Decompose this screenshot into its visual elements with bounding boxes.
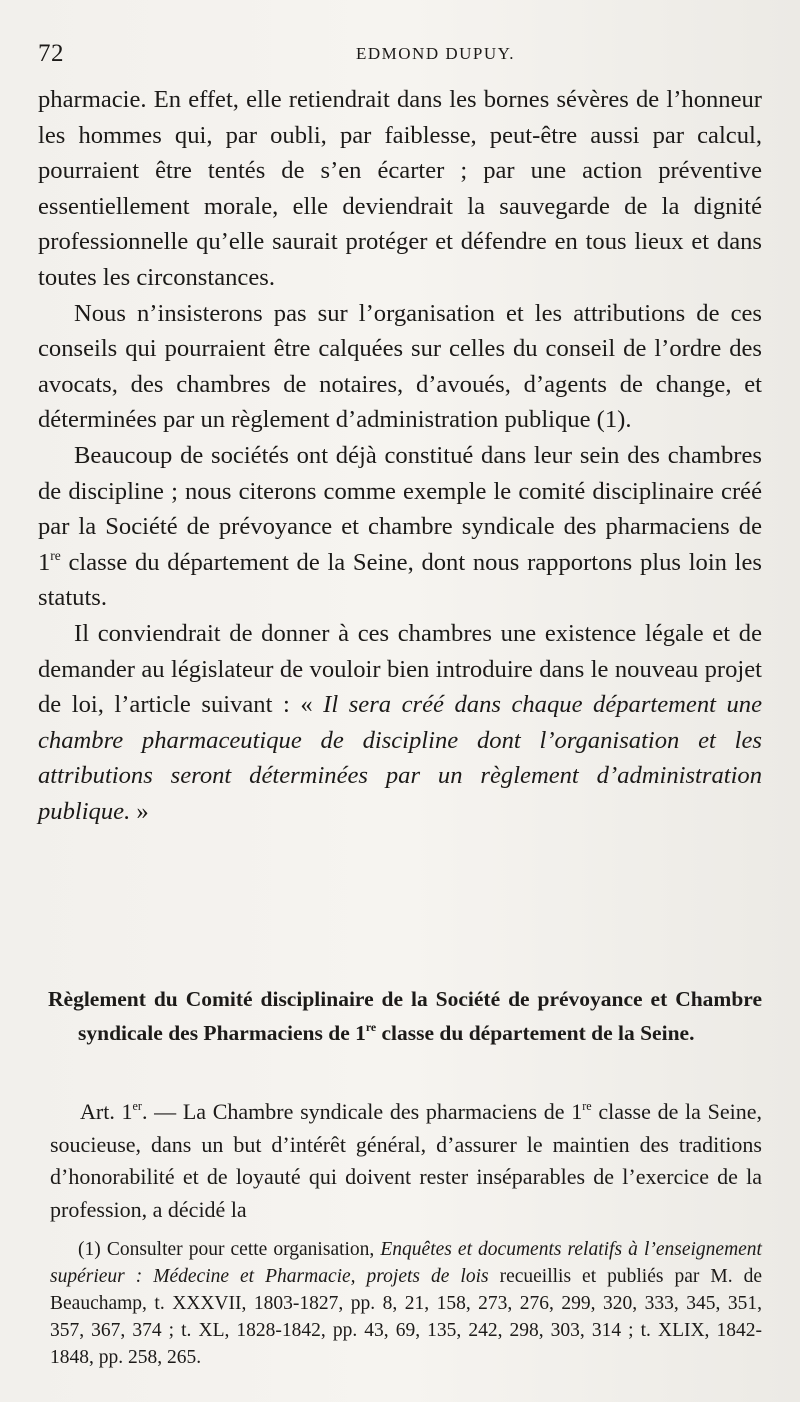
page-number: 72 (38, 40, 64, 67)
footnote (50, 1236, 762, 1371)
article-label-superscript: er (132, 1098, 142, 1113)
paragraph-4-text-b: » (130, 797, 149, 825)
paragraph-3-text-a: Beaucoup de sociétés ont déjà constitué dans leur sein des chambres de discipline ; nous citerons comme exemple le comité disciplinaire créé par la Société de prévoyance et chambre syndicale des pharmaciens de 1 (38, 441, 762, 576)
article-1 (50, 1096, 762, 1226)
page-header (38, 40, 762, 70)
footnote-text (50, 1236, 762, 1371)
article-text-a: . — La Chambre syndicale des pharmaciens de 1 (141, 1099, 583, 1124)
footnote-text-b: recueillis et publiés par M. de Beauchamp, t. XXXVII, 1803-1827, pp. 8, 21, 158, 273, 276, 299, 320, 333, 345, 351, 357, 367, 374 ; t. XL, 1828-1842, pp. 43, 69, 135, 242, 298, 303, 314 ; t. XLIX, 1842-1848, pp. 258, 265. (50, 1266, 762, 1368)
paragraph-2: Nous n’insisterons pas sur l’organisation et les attributions de ces conseils qui pourraient être calquées sur celles du conseil de l’ordre des avocats, des chambres de notaires, d’avoués, d’agents de change, et déterminées par un règlement d’administration publique (1). (38, 299, 762, 434)
paragraph-4-quoted-article: Il sera créé dans chaque département une chambre pharmaceutique de discipline dont l’organisation et les attributions seront déterminées par un règlement d’administration publique. (38, 691, 762, 825)
paragraph-3-superscript: re (50, 547, 61, 563)
article-text-superscript: re (582, 1098, 592, 1113)
article-label: Art. 1 (80, 1099, 133, 1124)
section-heading (48, 982, 762, 1050)
body-text (38, 82, 762, 829)
section-heading-text-a: Règlement du Comité disciplinaire de la Société de prévoyance et Chambre syndicale des Pharmaciens de 1 (48, 987, 762, 1045)
article-1-text (50, 1096, 762, 1226)
paragraph-3 (38, 438, 762, 616)
paragraph-4-text-a: Il conviendrait de donner à ces chambres une existence légale et de demander au législateur de vouloir bien introduire dans le nouveau projet de loi, l’article suivant : « (38, 619, 762, 719)
footnote-text-a: Consulter pour cette organisation, (106, 1239, 381, 1260)
section-heading-text-b: classe du département de la Seine. (376, 1021, 695, 1045)
article-text-b: classe de la Seine, soucieuse, dans un but d’intérêt général, d’assurer le maintien des traditions d’honorabilité et de loyauté qui doivent rester inséparables de l’exercice de la profession, a décidé la (50, 1099, 762, 1222)
running-head: EDMOND DUPUY. (356, 44, 515, 63)
footnote-marker: (1) (78, 1239, 107, 1260)
paragraph-1: pharmacie. En effet, elle retiendrait dans les bornes sévères de l’honneur les hommes qui, par oubli, par faiblesse, peut-être aussi par calcul, pourraient être tentés de s’en écarter ; par une action préventive essentiellement morale, elle deviendrait la sauvegarde de la dignité professionnelle qu’elle saurait protéger et défendre en tous lieux et dans toutes les circonstances. (38, 86, 762, 291)
paragraph-3-text-b: classe du département de la Seine, dont nous rapportons plus loin les statuts. (38, 548, 762, 612)
section-heading-superscript: re (365, 1020, 377, 1035)
paragraph-4 (38, 616, 762, 830)
footnote-italic-title: Enquêtes et documents relatifs à l’enseignement supérieur : Médecine et Pharmacie, projets de lois (50, 1239, 762, 1287)
